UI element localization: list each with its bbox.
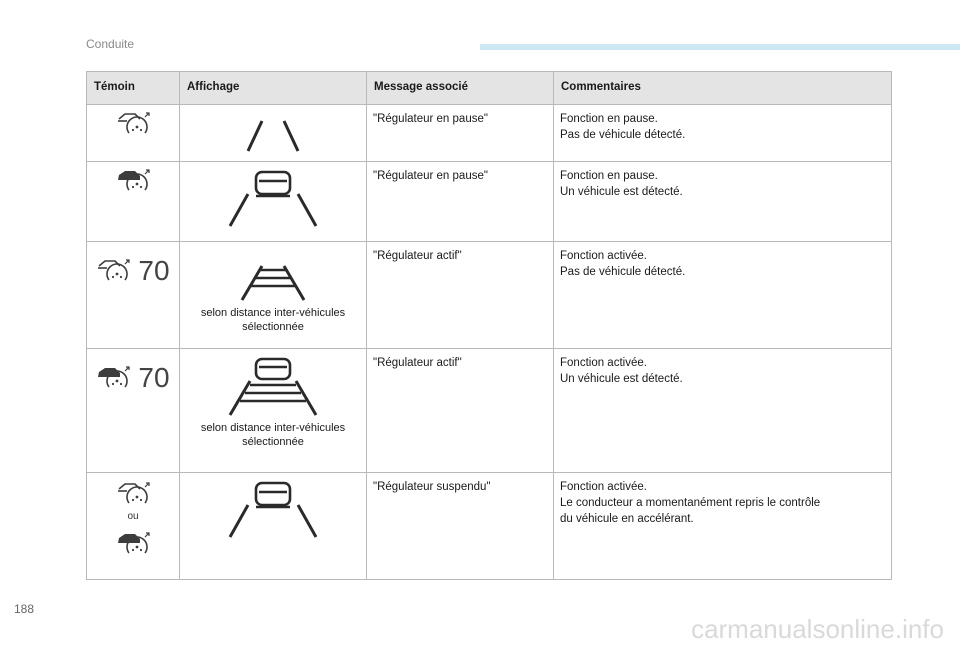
comment-cell: Fonction en pause. Un véhicule est détecté. (554, 162, 892, 242)
or-label: ou (127, 511, 139, 522)
header-accent-bar (480, 44, 960, 50)
comment-cell: Fonction en pause. Pas de véhicule détecté. (554, 105, 892, 162)
cruise-control-table (86, 71, 892, 580)
table-row (87, 349, 892, 473)
temoin-cell (87, 349, 180, 473)
message-cell: "Régulateur en pause" (367, 162, 554, 242)
message-cell: "Régulateur suspendu" (367, 473, 554, 580)
affichage-cell (180, 162, 367, 242)
car-ahead-icon (186, 170, 360, 228)
speed-value: 70 (138, 255, 170, 286)
adaptive-cruise-outline-icon (116, 481, 150, 507)
car-ahead-icon (186, 357, 360, 417)
affichage-cell (180, 349, 367, 473)
header-temoin: Témoin (87, 72, 180, 105)
adaptive-cruise-outline-icon (116, 111, 150, 137)
header-affichage: Affichage (180, 72, 367, 105)
road-lanes-icon (186, 262, 360, 302)
road-lanes-icon (186, 115, 360, 153)
watermark: carmanualsonline.info (691, 614, 944, 644)
table-row (87, 105, 892, 162)
section-title: Conduite (86, 37, 135, 51)
adaptive-cruise-filled-icon (96, 365, 130, 391)
distance-caption: selon distance inter-véhicules sélectionnée (200, 307, 346, 333)
adaptive-cruise-outline-icon (96, 258, 130, 284)
affichage-cell (180, 473, 367, 580)
affichage-cell (180, 242, 367, 349)
message-cell: "Régulateur en pause" (367, 105, 554, 162)
temoin-cell (87, 242, 180, 349)
adaptive-cruise-filled-icon (116, 531, 150, 557)
speed-value: 70 (138, 362, 170, 393)
comment-cell: Fonction activée. Pas de véhicule détecté. (554, 242, 892, 349)
page-number: 188 (14, 602, 35, 616)
table-row (87, 162, 892, 242)
adaptive-cruise-filled-icon (116, 168, 150, 194)
table-header-row (87, 72, 892, 105)
header-commentaires: Commentaires (554, 72, 892, 105)
table-row (87, 473, 892, 580)
comment-cell: Fonction activée. Le conducteur a momentanément repris le contrôle du véhicule en accélérant. (554, 473, 892, 580)
temoin-cell (87, 105, 180, 162)
message-cell: "Régulateur actif" (367, 349, 554, 473)
car-ahead-icon (186, 481, 360, 539)
affichage-cell (180, 105, 367, 162)
temoin-cell (87, 162, 180, 242)
table-row (87, 242, 892, 349)
header-message: Message associé (367, 72, 554, 105)
message-cell: "Régulateur actif" (367, 242, 554, 349)
distance-caption: selon distance inter-véhicules sélectionnée (200, 422, 346, 448)
comment-cell: Fonction activée. Un véhicule est détecté. (554, 349, 892, 473)
temoin-cell (87, 473, 180, 580)
